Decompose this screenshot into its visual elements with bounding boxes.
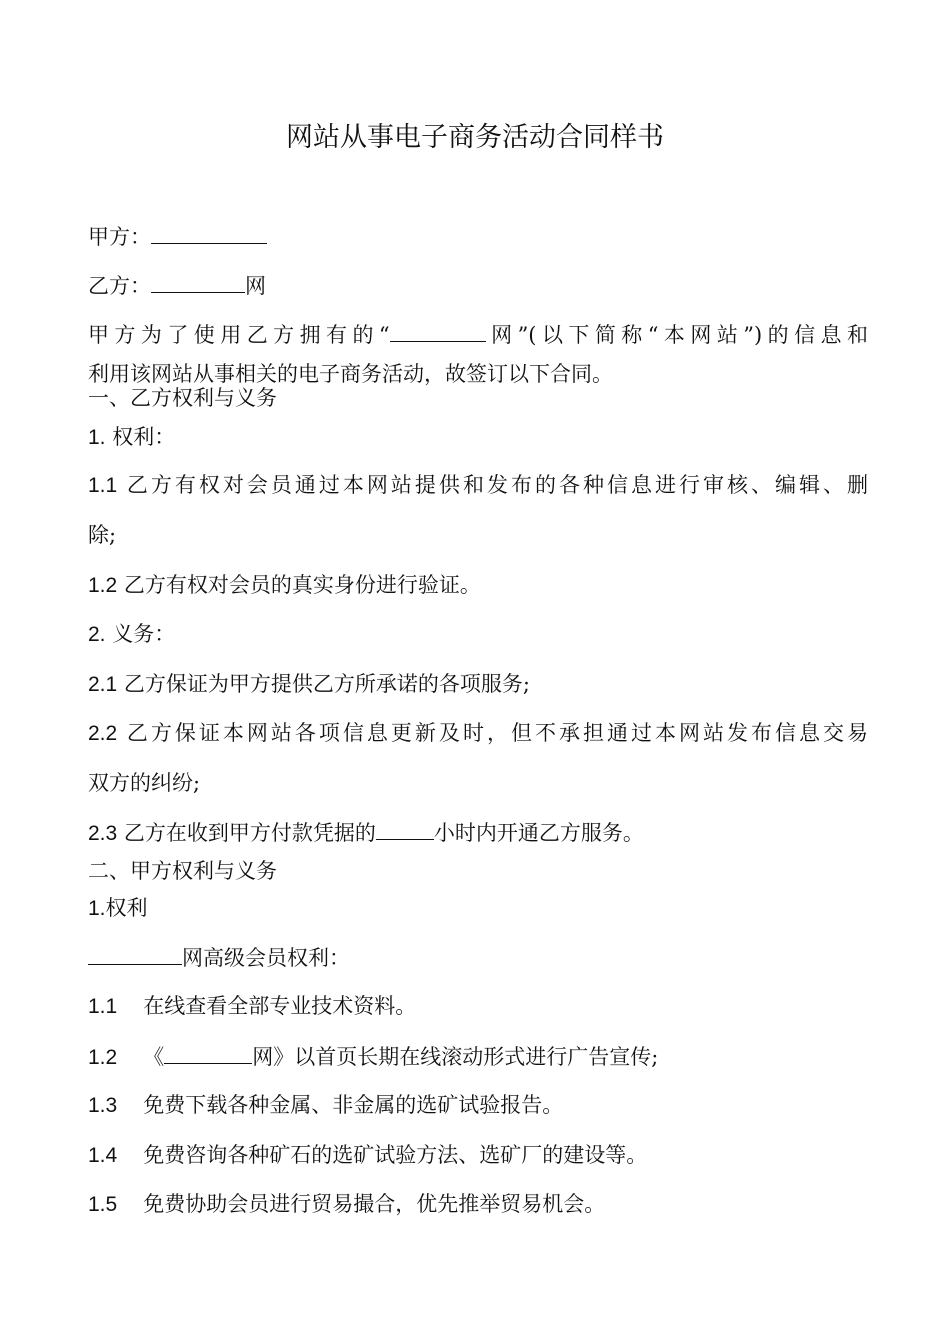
s1-duty-1-number: 2.1 xyxy=(88,673,118,696)
s2-rights-label: 权利 xyxy=(105,896,148,920)
s1-duty-3-number: 2.3 xyxy=(88,822,118,845)
list-item xyxy=(88,1140,868,1171)
s1-duty-3 xyxy=(88,817,868,849)
hours-blank[interactable] xyxy=(376,817,434,840)
s1-duty-2-line-1 xyxy=(88,718,868,749)
list-item-number: 1.5 xyxy=(88,1193,118,1216)
s2-member-rights-text: 网高级会员权利： xyxy=(182,946,350,970)
party-b-label: 乙方： xyxy=(88,274,151,298)
s2-member-rights-line xyxy=(88,942,868,973)
s1-duty-1-text: 乙方保证为甲方提供乙方所承诺的各项服务; xyxy=(123,672,530,696)
intro-text-1a: 甲方为了使用乙方拥有的“ xyxy=(88,323,390,347)
s1-duty-3-text-b: 小时内开通乙方服务。 xyxy=(433,821,644,845)
list-item-number: 1.3 xyxy=(88,1094,118,1117)
party-b-line xyxy=(88,270,868,301)
s1-rights-number: 1. xyxy=(88,426,106,449)
s1-right-1-text: 乙方有权对会员通过本网站提供和发布的各种信息进行审核、编辑、删 xyxy=(126,473,868,497)
website-name-blank[interactable] xyxy=(390,319,486,342)
list-item-number: 1.4 xyxy=(88,1144,118,1167)
list-item xyxy=(88,1090,868,1121)
s1-duty-2-line-2: 双方的纠纷; xyxy=(88,771,201,795)
s1-right-2-text: 乙方有权对会员的真实身份进行验证。 xyxy=(123,573,481,597)
party-a-blank[interactable] xyxy=(151,221,267,244)
s1-right-1-line-2: 除; xyxy=(88,523,117,547)
list-item-text: 在线查看全部专业技术资料。 xyxy=(143,994,417,1018)
list-item-text-a: 《 xyxy=(143,1045,165,1069)
list-item-text-b: 网》以首页长期在线滚动形式进行广告宣传; xyxy=(252,1045,659,1069)
ad-site-blank[interactable] xyxy=(164,1041,252,1064)
s2-rights-heading xyxy=(88,893,868,924)
document-title: 网站从事电子商务活动合同样书 xyxy=(286,122,664,153)
s1-duties-label: 义务： xyxy=(112,622,176,646)
s1-duty-1 xyxy=(88,669,868,700)
list-item xyxy=(88,1189,868,1220)
list-item-text: 免费下载各种金属、非金属的选矿试验报告。 xyxy=(143,1093,564,1117)
intro-line-1 xyxy=(88,319,868,350)
member-site-blank[interactable] xyxy=(88,942,182,965)
party-b-suffix: 网 xyxy=(245,274,266,298)
s1-right-2 xyxy=(88,570,868,601)
s1-duties-heading xyxy=(88,619,868,650)
list-item-number: 1.2 xyxy=(88,1046,118,1069)
s1-rights-label: 权利： xyxy=(112,425,176,449)
intro-text-1b: 网”(以下简称“本网站”)的信息和 xyxy=(485,323,868,347)
s1-right-1-line-1 xyxy=(88,470,868,501)
list-item xyxy=(88,1041,868,1073)
section-2-heading: 二、甲方权利与义务 xyxy=(88,859,277,883)
party-a-label: 甲方： xyxy=(88,225,151,249)
intro-line-2: 利用该网站从事相关的电子商务活动，故签订以下合同。 xyxy=(88,362,613,386)
party-a-line xyxy=(88,221,868,252)
list-item-number: 1.1 xyxy=(88,995,118,1018)
s1-rights-heading xyxy=(88,422,868,453)
party-b-blank[interactable] xyxy=(151,270,245,293)
list-item xyxy=(88,991,868,1022)
section-1-heading: 一、乙方权利与义务 xyxy=(88,386,277,410)
s1-duties-number: 2. xyxy=(88,623,106,646)
list-item-text: 免费协助会员进行贸易撮合，优先推举贸易机会。 xyxy=(143,1192,606,1216)
s1-duty-3-text-a: 乙方在收到甲方付款凭据的 xyxy=(123,821,376,845)
s1-duty-2-number: 2.2 xyxy=(88,722,118,745)
s1-right-2-number: 1.2 xyxy=(88,574,118,597)
s2-rights-number: 1. xyxy=(88,897,106,920)
list-item-text: 免费咨询各种矿石的选矿试验方法、选矿厂的建设等。 xyxy=(143,1143,648,1167)
s1-duty-2-text: 乙方保证本网站各项信息更新及时，但不承担通过本网站发布信息交易 xyxy=(126,721,868,745)
s1-right-1-number: 1.1 xyxy=(88,474,118,497)
